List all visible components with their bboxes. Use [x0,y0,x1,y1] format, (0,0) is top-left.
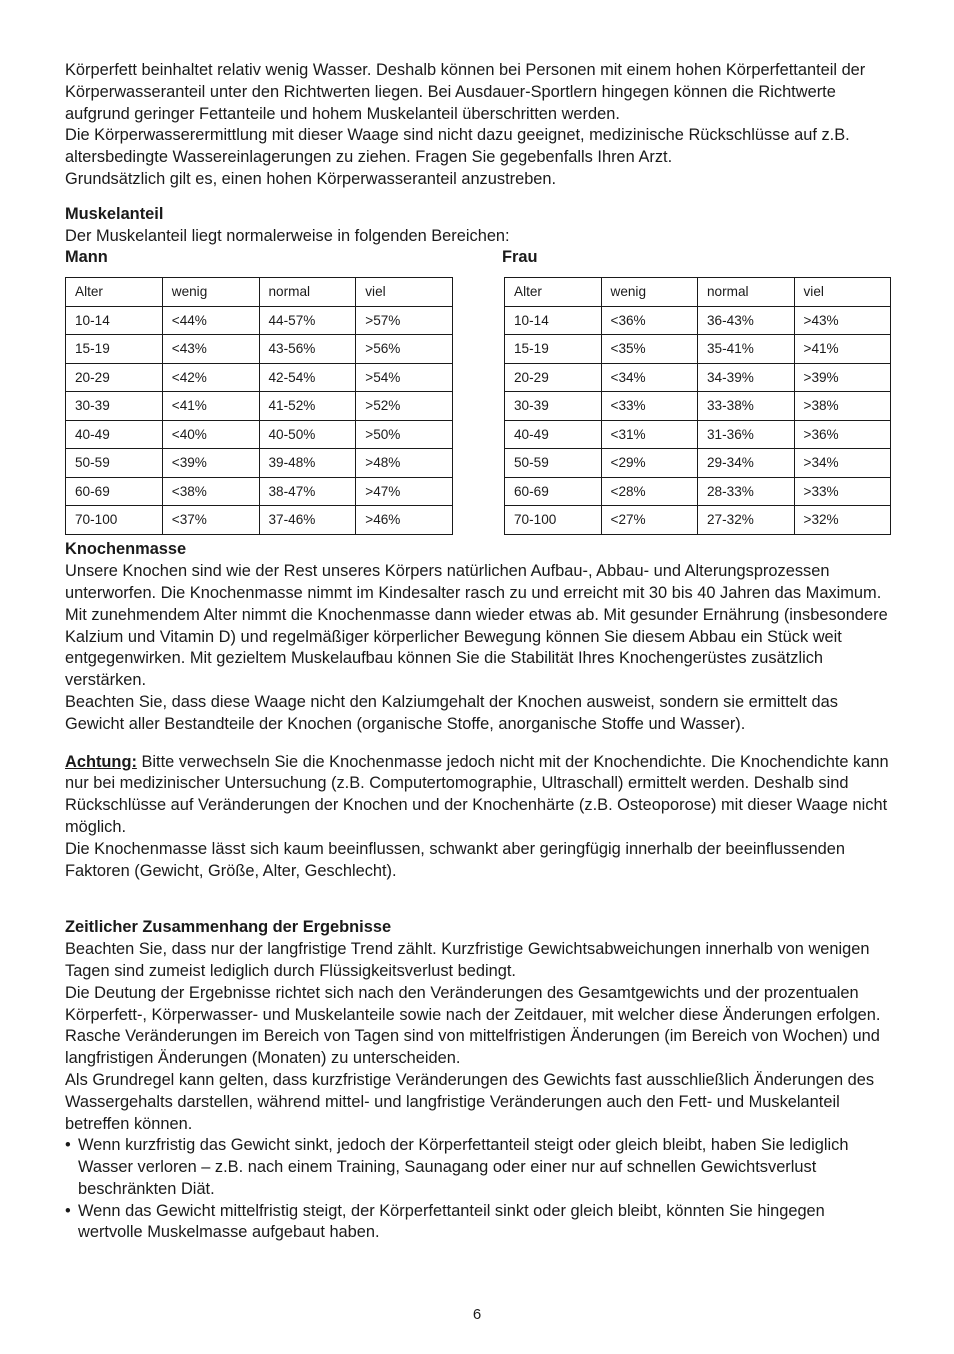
muscle-heading: Muskelanteil [65,204,164,223]
intro-paragraph: Die Körperwasserermittlung mit dieser Waage sind nicht dazu geeignet, medizinische Rückschlüsse auf z.B. altersbedingte Wassereinlagerungen zu ziehen. Fragen Sie gegebenfalls Ihren Arzt. [65,126,850,167]
table-cell: <36% [601,306,698,335]
table-cell: >32% [794,506,891,535]
bone-heading: Knochenmasse [65,540,187,559]
table-cell: >38% [794,392,891,421]
table-cell: <41% [162,392,259,421]
table-cell: 10-14 [66,306,163,335]
table-header-cell: Alter [505,278,602,307]
table-cell: 27-32% [698,506,795,535]
table-row [66,392,453,421]
table-cell: >52% [356,392,453,421]
table-cell: 41-52% [259,392,356,421]
table-cell: 37-46% [259,506,356,535]
table-cell: 36-43% [698,306,795,335]
bone-warning [65,752,891,839]
bone-paragraph: Unsere Knochen sind wie der Rest unseres Körpers natürlichen Aufbau-, Abbau- und Alterungsprozessen unterworfen. Die Knochenmasse nimmt im Kindesalter rasch zu und erreicht mit 30 bis 40 Jahren das Maximum. Mit zunehmendem Alter nimmt die Knochenmasse dann wieder etwas ab. Mit gesunder Ernährung (insbesondere Kalzium und Vitamin D) und regelmäßiger körperlicher Bewegung können Sie diesem Abbau ein Stück weit entgegenwirken. Mit gezieltem Muskelaufbau können Sie die Stabilität Ihres Knochengerüstes zusätzlich verstärken. [65,562,888,690]
table-row [505,449,891,478]
table-cell: >43% [794,306,891,335]
table-header-cell: viel [794,278,891,307]
table-cell: >56% [356,335,453,364]
table-cell: 70-100 [505,506,602,535]
table-cell: 60-69 [66,477,163,506]
table-cell: 10-14 [505,306,602,335]
table-row [66,506,453,535]
table-cell: 40-49 [505,420,602,449]
table-cell: <39% [162,449,259,478]
table-cell: 15-19 [66,335,163,364]
table-cell: >54% [356,363,453,392]
list-item: • Wenn das Gewicht mittelfristig steigt, der Körperfettanteil sinkt oder gleich bleibt, könnten Sie hingegen wertvolle Muskelmasse aufgebaut haben. [65,1201,891,1245]
table-cell: 43-56% [259,335,356,364]
table-cell: >41% [794,335,891,364]
table-cell: 38-47% [259,477,356,506]
muscle-section [65,204,891,540]
female-muscle-table [504,277,891,535]
table-cell: <44% [162,306,259,335]
timing-paragraph: Beachten Sie, dass nur der langfristige Trend zählt. Kurzfristige Gewichtsabweichungen innerhalb von wenigen Tagen sind zumeist lediglich durch Flüssigkeitsverlust bedingt. [65,940,870,980]
table-row [66,477,453,506]
table-cell: <28% [601,477,698,506]
table-cell: 31-36% [698,420,795,449]
table-row [66,335,453,364]
bone-closing: Die Knochenmasse lässt sich kaum beeinflussen, schwankt aber geringfügig innerhalb der beeinflussenden Faktoren (Gewicht, Größe, Alter, Geschlecht). [65,839,845,880]
table-cell: 33-38% [698,392,795,421]
table-cell: 60-69 [505,477,602,506]
table-row [66,306,453,335]
table-cell: <43% [162,335,259,364]
table-row [505,392,891,421]
table-cell: 39-48% [259,449,356,478]
table-header-cell: normal [259,278,356,307]
table-cell: >47% [356,477,453,506]
table-row [66,449,453,478]
table-cell: 30-39 [505,392,602,421]
table-cell: <37% [162,506,259,535]
table-cell: <38% [162,477,259,506]
table-row [505,306,891,335]
table-cell: >36% [794,420,891,449]
table-cell: <42% [162,363,259,392]
table-cell: >39% [794,363,891,392]
male-label: Mann [65,248,108,267]
page-number: 6 [472,1306,482,1323]
table-header-cell: Alter [66,278,163,307]
table-row [505,477,891,506]
table-cell: 40-49 [66,420,163,449]
table-row [66,420,453,449]
table-cell: >33% [794,477,891,506]
table-cell: >34% [794,449,891,478]
table-cell: <40% [162,420,259,449]
table-row [66,278,453,307]
table-row [505,420,891,449]
timing-heading: Zeitlicher Zusammenhang der Ergebnisse [65,918,392,937]
table-header-cell: normal [698,278,795,307]
table-cell: >48% [356,449,453,478]
table-header-cell: viel [356,278,453,307]
table-cell: 44-57% [259,306,356,335]
table-cell: >46% [356,506,453,535]
warning-label: Achtung: [65,752,137,771]
table-cell: 35-41% [698,335,795,364]
bone-section [65,539,891,882]
table-cell: <34% [601,363,698,392]
timing-section [65,917,891,1244]
table-cell: 50-59 [66,449,163,478]
table-cell: 40-50% [259,420,356,449]
table-cell: <33% [601,392,698,421]
male-muscle-table [65,277,453,535]
table-row [505,506,891,535]
table-cell: <35% [601,335,698,364]
intro-paragraph: Körperfett beinhaltet relativ wenig Wasser. Deshalb können bei Personen mit einem hohen Körperfettanteil der Körperwasseranteil unter den Richtwerten liegen. Bei Ausdauer-Sportlern hingegen können die Richtwerte aufgrund geringer Fettanteile und hohem Muskelanteil überschritten werden. [65,61,866,123]
table-cell: <29% [601,449,698,478]
table-cell: 15-19 [505,335,602,364]
bone-paragraph: Beachten Sie, dass diese Waage nicht den Kalziumgehalt der Knochen ausweist, sondern sie ermittelt das Gewicht aller Bestandteile der Knochen (organische Stoffe, anorganische Stoffe und Wasser). [65,692,838,733]
table-header-cell: wenig [601,278,698,307]
table-row [66,363,453,392]
table-cell: 42-54% [259,363,356,392]
list-item: • Wenn kurzfristig das Gewicht sinkt, jedoch der Körperfettanteil steigt oder gleich bleibt, haben Sie lediglich Wasser verloren – z.B. nach einem Training, Saunagang oder einer nur auf schnellen Gewichtsverlust beschränkten Diät. [65,1135,891,1200]
table-cell: <31% [601,420,698,449]
table-cell: 50-59 [505,449,602,478]
intro-paragraph: Grundsätzlich gilt es, einen hohen Körperwasseranteil anzustreben. [65,169,557,188]
table-cell: 30-39 [66,392,163,421]
table-header-cell: wenig [162,278,259,307]
table-cell: 70-100 [66,506,163,535]
warning-text: Bitte verwechseln Sie die Knochenmasse jedoch nicht mit der Knochendichte. Die Knochendichte kann nur bei medizinischer Untersuchung (z.B. Computertomographie, Ultraschall) ermittelt werden. Deshalb sind Rückschlüsse auf Veränderungen der Knochen und der Knochenhärte (z.B. Osteoporose) mit dieser Waage nicht möglich. [65,752,889,836]
timing-paragraph: Die Deutung der Ergebnisse richtet sich nach den Veränderungen des Gesamtgewichts und der prozentualen Körperfett-, Körperwasser- und Muskelanteile sowie nach der Zeitdauer, mit welcher diese Änderungen erfolgen. Rasche Veränderungen im Bereich von Tagen sind von mittelfristigen Änderungen (im Bereich von Wochen) und langfristigen Änderungen (Monaten) zu unterscheiden. [65,983,881,1068]
intro-section [65,60,891,191]
table-row [505,278,891,307]
timing-bullet-list [65,1135,891,1244]
female-label: Frau [502,248,538,267]
muscle-intro-text: Der Muskelanteil liegt normalerweise in folgenden Bereichen: [65,226,510,245]
table-cell: >57% [356,306,453,335]
table-cell: 29-34% [698,449,795,478]
timing-paragraph: Als Grundregel kann gelten, dass kurzfristige Veränderungen des Gewichts fast ausschließlich Änderungen des Wassergehalts darstellen, während mittel- und langfristige Veränderungen auch den Fett- und Muskelanteil betreffen können. [65,1070,875,1133]
table-cell: 20-29 [66,363,163,392]
document-page [65,60,891,1244]
table-cell: <27% [601,506,698,535]
table-cell: >50% [356,420,453,449]
table-cell: 20-29 [505,363,602,392]
table-row [505,363,891,392]
table-cell: 34-39% [698,363,795,392]
table-row [505,335,891,364]
table-cell: 28-33% [698,477,795,506]
